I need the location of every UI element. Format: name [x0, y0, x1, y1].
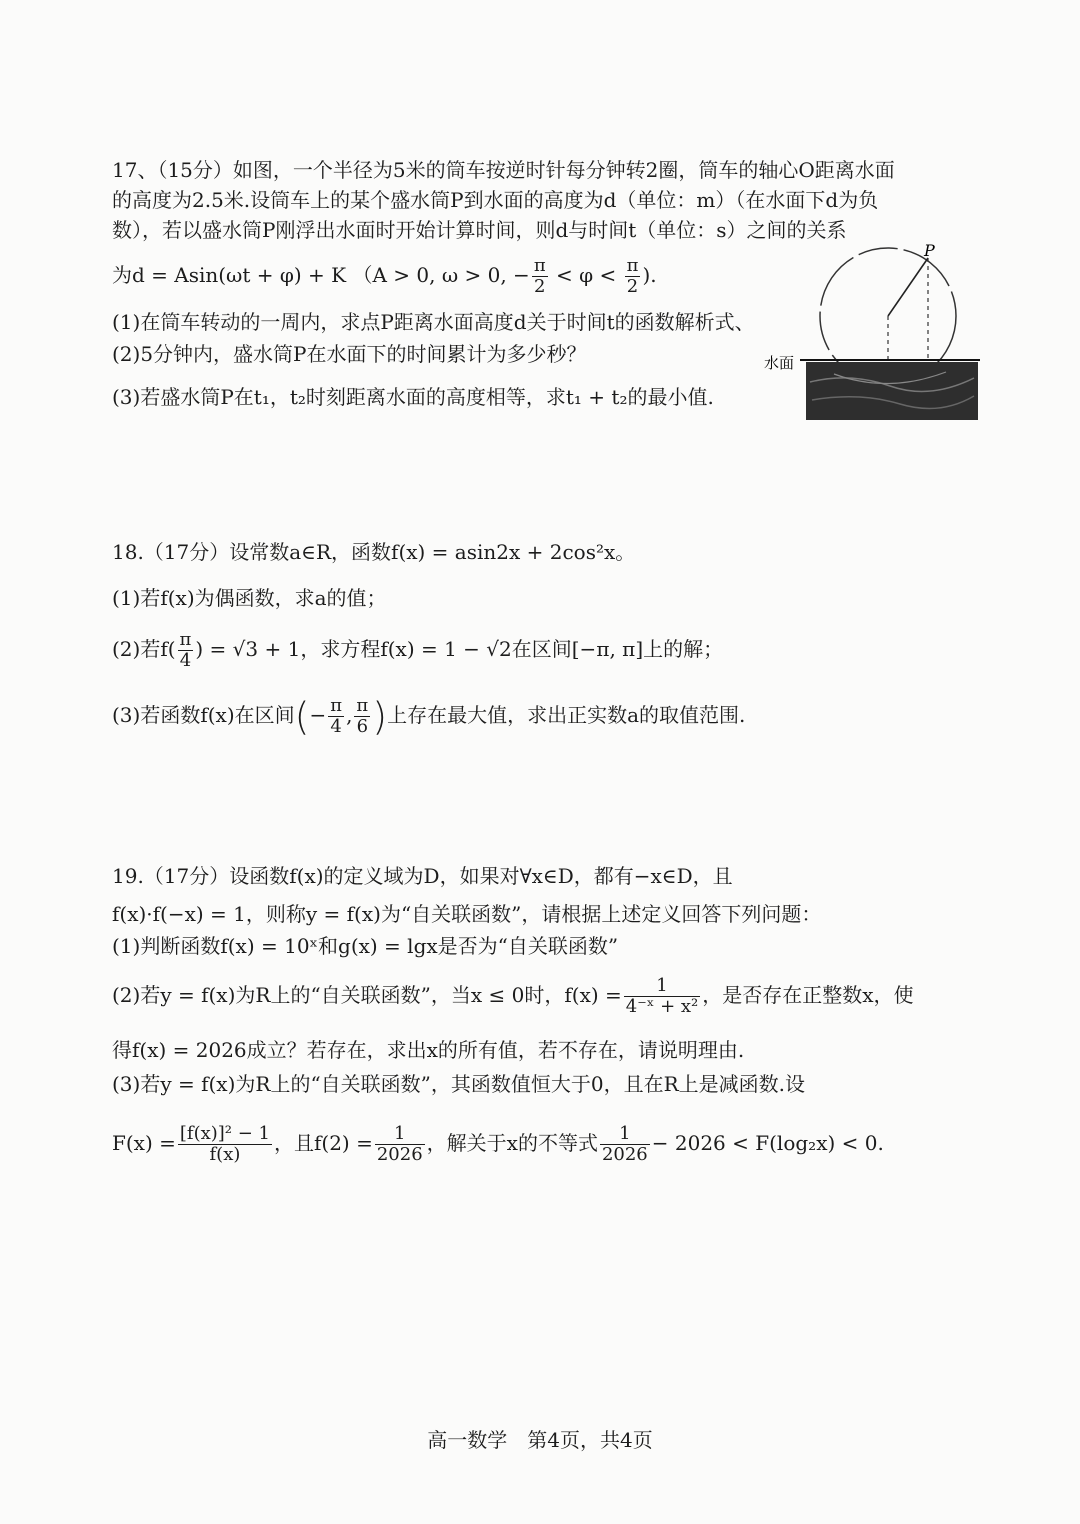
q19-line2: f(x)·f(−x) = 1，则称y = f(x)为“自关联函数”，请根据上述定义回答下列问题：	[112, 902, 822, 926]
q17-line4	[112, 256, 657, 297]
q17-line3: 数），若以盛水筒P刚浮出水面时开始计算时间，则d与时间t（单位：s）之间的关系	[112, 218, 847, 242]
frac-den: 2026	[376, 1144, 423, 1165]
q18-part3	[112, 696, 745, 737]
q19-frac-1-2026-a	[375, 1124, 425, 1165]
q19-part2	[112, 976, 914, 1017]
q17-phi-cond: < φ <	[549, 263, 623, 287]
q17-part1: (1)在筒车转动的一周内，求点P距离水面高度d关于时间t的函数解析式、	[112, 310, 755, 334]
frac-num: 1	[375, 1124, 425, 1145]
q19-part2-b: ，是否存在正整数x，使	[702, 983, 914, 1007]
q17-frac-pi-2-a	[532, 256, 548, 297]
q18-part1: (1)若f(x)为偶函数，求a的值；	[112, 586, 387, 610]
water-wheel-figure	[760, 244, 982, 424]
frac-num: [f(x)]² − 1	[179, 1123, 270, 1144]
water-block	[806, 362, 978, 420]
q19-frac-1-2026-b	[600, 1124, 650, 1165]
frac-den: 2026	[601, 1144, 648, 1165]
page-footer: 高一数学 第4页，共4页	[427, 1428, 653, 1452]
q18-part3-b: 上存在最大值，求出正实数a的取值范围.	[387, 703, 746, 727]
q18-part2-a: (2)若f(	[112, 637, 176, 661]
q18-frac-pi-4b	[328, 696, 344, 737]
frac-num: π	[356, 695, 369, 716]
q18-frac-pi-6	[354, 696, 370, 737]
q18-part2	[112, 630, 723, 671]
frac-den: 6	[356, 716, 369, 737]
frac-den: 4	[330, 716, 342, 737]
q19-F-lhs: F(x) =	[112, 1131, 176, 1155]
label-water: 水面	[764, 354, 795, 372]
q19-part3-mid2: ，解关于x的不等式	[426, 1131, 598, 1155]
q19-part3-a: (3)若y = f(x)为R上的“自关联函数”，其函数值恒大于0，且在R上是减函数.设	[112, 1072, 806, 1096]
q17-line1: 17、（15分）如图，一个半径为5米的筒车按逆时针每分钟转2圈，筒车的轴心O距离水面	[112, 158, 895, 182]
big-right-paren: )	[372, 694, 388, 739]
frac-den: 4⁻ˣ + x²	[625, 996, 699, 1017]
q17-condition: A > 0, ω > 0, −	[372, 263, 530, 287]
q19-line1: 19.（17分）设函数f(x)的定义域为D，如果对∀x∈D，都有−x∈D，且	[112, 864, 733, 888]
q18-part3-a: (3)若函数f(x)在区间	[112, 703, 295, 727]
q19-part2-c: 得f(x) = 2026成立？若存在，求出x的所有值，若不存在，请说明理由.	[112, 1038, 745, 1062]
q19-part3-formula	[112, 1124, 884, 1165]
q17-part3: (3)若盛水筒P在t₁，t₂时刻距离水面的高度相等，求t₁ + t₂的最小值.	[112, 385, 714, 409]
frac-num: π	[533, 255, 546, 276]
q18-part2-b: ) = √3 + 1，求方程f(x) = 1 − √2在区间[−π, π]上的解；	[195, 637, 724, 661]
q18-line1: 18.（17分）设常数a∈R，函数f(x) = asin2x + 2cos²x。	[112, 540, 636, 564]
frac-num: 1	[624, 976, 700, 997]
frac-num: π	[330, 695, 343, 716]
frac-num: π	[626, 255, 639, 276]
q18-frac-pi-4	[178, 630, 194, 671]
label-p: P	[924, 244, 935, 260]
q19-part3-end: − 2026 < F(log₂x) < 0.	[651, 1131, 884, 1155]
radius-line	[888, 258, 928, 316]
q17-formula: 为d = Asin(ωt + φ) + K	[112, 263, 347, 287]
frac-den: 2	[534, 276, 546, 297]
q19-frac-part2	[624, 976, 700, 1017]
frac-den: 2	[626, 276, 639, 297]
q17-frac-pi-2-b	[625, 256, 641, 297]
q18-minus: −	[309, 703, 327, 727]
q17-line4-end: ).	[642, 263, 657, 287]
q17-part2: (2)5分钟内，盛水筒P在水面下的时间累计为多少秒？	[112, 342, 587, 366]
frac-den: 4	[179, 650, 192, 671]
frac-num: π	[179, 629, 192, 650]
frac-num: 1	[600, 1124, 650, 1145]
frac-den: f(x)	[209, 1144, 241, 1165]
q19-part3-mid: ，且f(2) =	[274, 1131, 373, 1155]
q19-part2-a: (2)若y = f(x)为R上的“自关联函数”，当x ≤ 0时，f(x) =	[112, 983, 622, 1007]
q18-comma: ,	[346, 703, 353, 727]
big-left-paren: (	[294, 694, 310, 739]
q19-frac-F	[178, 1124, 272, 1165]
q17-open-paren: （	[352, 263, 373, 287]
q17-line2: 的高度为2.5米.设筒车上的某个盛水筒P到水面的高度为d（单位：m）（在水面下d为负	[112, 188, 879, 212]
q19-part1: (1)判断函数f(x) = 10ˣ和g(x) = lgx是否为“自关联函数”	[112, 934, 619, 958]
